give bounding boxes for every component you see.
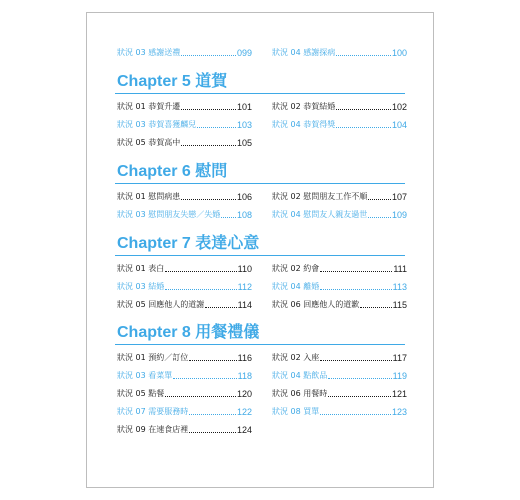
- entry-page-number: 101: [236, 102, 252, 112]
- toc-row: [117, 119, 407, 130]
- entry-page-number: 106: [236, 192, 252, 202]
- toc-entry[interactable]: [272, 101, 407, 112]
- entry-page-number: 117: [392, 353, 407, 363]
- toc-row: [117, 424, 407, 435]
- leader-dots: [165, 270, 236, 272]
- toc-entry[interactable]: [117, 299, 252, 310]
- toc-page: [86, 12, 434, 488]
- entry-page-number: 103: [236, 120, 252, 130]
- leader-dots: [336, 126, 391, 128]
- toc-entry[interactable]: [272, 352, 407, 363]
- entry-page-number: 123: [391, 407, 407, 417]
- chapter-heading: [115, 73, 405, 95]
- toc-row: [117, 209, 407, 220]
- leader-dots: [360, 306, 391, 308]
- leader-dots: [181, 198, 236, 200]
- toc-entry[interactable]: [272, 47, 407, 58]
- toc-entry[interactable]: [117, 101, 252, 112]
- toc-row: [117, 47, 407, 58]
- leader-dots: [328, 395, 391, 397]
- entry-label: 狀況 08 買單: [272, 407, 320, 416]
- toc-row: [117, 406, 407, 417]
- toc-entry[interactable]: [117, 191, 252, 202]
- toc-entry[interactable]: [272, 370, 407, 381]
- toc-row: [117, 352, 407, 363]
- entry-label: 狀況 03 看菜單: [117, 371, 173, 380]
- entry-label: 狀況 01 表白: [117, 264, 165, 273]
- chapter-title: Chapter 5 道賀: [117, 73, 228, 90]
- toc-row: [117, 281, 407, 292]
- entry-page-number: 119: [392, 371, 407, 381]
- entry-label: 狀況 04 恭賀得獎: [272, 120, 336, 129]
- entry-label: 狀況 07 需要服務時: [117, 407, 189, 416]
- entry-label: 狀況 02 慰問朋友工作不順: [272, 192, 368, 201]
- leader-dots: [336, 108, 391, 110]
- toc-entry[interactable]: [272, 209, 407, 220]
- entry-page-number: 121: [391, 389, 407, 399]
- entry-page-number: 122: [236, 407, 252, 417]
- chapter-heading: [115, 235, 405, 257]
- entry-label: 狀況 04 感謝探病: [272, 48, 336, 57]
- leader-dots: [189, 431, 236, 433]
- chapter-title: Chapter 6 慰問: [117, 163, 228, 180]
- entry-page-number: 109: [391, 210, 407, 220]
- toc-entry[interactable]: [272, 299, 407, 310]
- entry-page-number: 115: [392, 300, 407, 310]
- toc-entry[interactable]: [117, 424, 252, 435]
- leader-dots: [197, 126, 236, 128]
- chapter-heading: [115, 163, 405, 185]
- entry-label: 狀況 06 用餐時: [272, 389, 328, 398]
- leader-dots: [320, 270, 392, 272]
- leader-dots: [181, 54, 236, 56]
- entry-page-number: 111: [393, 264, 407, 274]
- entry-label: 狀況 01 預約／訂位: [117, 353, 189, 362]
- leader-dots: [328, 377, 391, 379]
- entry-page-number: 104: [391, 120, 407, 130]
- leader-dots: [181, 108, 236, 110]
- chapter-title: Chapter 8 用餐禮儀: [117, 324, 260, 341]
- entry-page-number: 116: [237, 353, 252, 363]
- toc-entry[interactable]: [117, 352, 252, 363]
- entry-page-number: 110: [237, 264, 252, 274]
- leader-dots: [189, 359, 236, 361]
- entry-page-number: 105: [236, 138, 252, 148]
- entry-page-number: 102: [391, 102, 407, 112]
- entry-page-number: 107: [391, 192, 407, 202]
- toc-entry[interactable]: [117, 119, 252, 130]
- toc-row: [117, 370, 407, 381]
- entry-page-number: 108: [236, 210, 252, 220]
- toc-entry[interactable]: [117, 137, 252, 148]
- toc-entry[interactable]: [117, 281, 252, 292]
- entry-page-number: 118: [237, 371, 252, 381]
- chapter-divider: [115, 93, 405, 94]
- leader-dots: [165, 288, 236, 290]
- toc-entry[interactable]: [117, 406, 252, 417]
- entry-label: 狀況 02 入座: [272, 353, 320, 362]
- entry-label: 狀況 03 恭賀喜獲麟兒: [117, 120, 197, 129]
- toc-entry[interactable]: [272, 191, 407, 202]
- entry-page-number: 120: [236, 389, 252, 399]
- leader-dots: [368, 216, 391, 218]
- toc-entry[interactable]: [272, 263, 407, 274]
- entry-label: 狀況 04 慰問友人親友過世: [272, 210, 368, 219]
- toc-row: [117, 191, 407, 202]
- entry-label: 狀況 09 在速食店裡: [117, 425, 189, 434]
- entry-page-number: 100: [391, 48, 407, 58]
- leader-dots: [320, 288, 391, 290]
- entry-label: 狀況 04 點飲品: [272, 371, 328, 380]
- entry-page-number: 124: [236, 425, 252, 435]
- toc-entry[interactable]: [117, 263, 252, 274]
- toc-entry[interactable]: [272, 281, 407, 292]
- toc-entry[interactable]: [117, 47, 252, 58]
- leader-dots: [165, 395, 236, 397]
- entry-label: 狀況 03 結婚: [117, 282, 165, 291]
- leader-dots: [368, 198, 391, 200]
- chapter-divider: [115, 183, 405, 184]
- toc-row: [117, 101, 407, 112]
- leader-dots: [221, 216, 236, 218]
- chapter-title: Chapter 7 表達心意: [117, 235, 260, 252]
- leader-dots: [320, 359, 391, 361]
- leader-dots: [320, 413, 391, 415]
- toc-row: [117, 388, 407, 399]
- entry-label: 狀況 05 回應他人的道謝: [117, 300, 205, 309]
- toc-entry[interactable]: [117, 209, 252, 220]
- toc-row: [117, 299, 407, 310]
- entry-label: 狀況 02 恭賀結婚: [272, 102, 336, 111]
- entry-label: 狀況 01 慰問病患: [117, 192, 181, 201]
- leader-dots: [181, 144, 236, 146]
- chapter-divider: [115, 255, 405, 256]
- entry-label: 狀況 05 恭賀高中: [117, 138, 181, 147]
- entry-label: 狀況 02 約會: [272, 264, 320, 273]
- toc-entry[interactable]: [117, 388, 252, 399]
- toc-entry[interactable]: [272, 406, 407, 417]
- entry-page-number: 114: [237, 300, 252, 310]
- leader-dots: [336, 54, 391, 56]
- entry-label: 狀況 05 點餐: [117, 389, 165, 398]
- entry-page-number: 112: [237, 282, 252, 292]
- entry-label: 狀況 03 感謝送禮: [117, 48, 181, 57]
- toc-row: [117, 137, 407, 148]
- entry-label: 狀況 06 回應他人的道歉: [272, 300, 360, 309]
- leader-dots: [205, 306, 236, 308]
- leader-dots: [189, 413, 236, 415]
- toc-entry[interactable]: [272, 388, 407, 399]
- entry-page-number: 113: [392, 282, 407, 292]
- entry-label: 狀況 03 慰問朋友失戀／失婚: [117, 210, 221, 219]
- toc-row: [117, 263, 407, 274]
- chapter-heading: [115, 324, 405, 346]
- entry-page-number: 099: [236, 48, 252, 58]
- entry-label: 狀況 04 離婚: [272, 282, 320, 291]
- leader-dots: [173, 377, 236, 379]
- entry-label: 狀況 01 恭賀升遷: [117, 102, 181, 111]
- chapter-divider: [115, 344, 405, 345]
- toc-entry[interactable]: [272, 119, 407, 130]
- toc-entry[interactable]: [117, 370, 252, 381]
